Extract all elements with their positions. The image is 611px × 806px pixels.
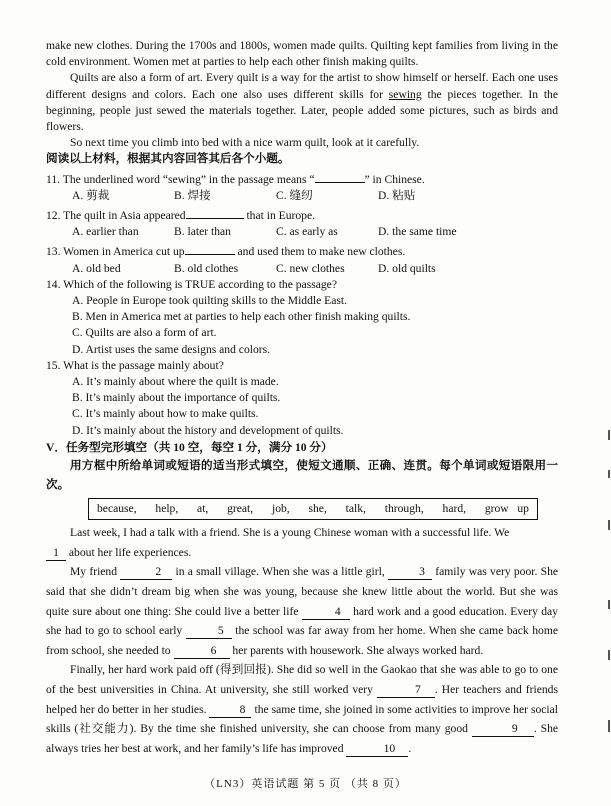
word-option: grow up <box>484 502 529 516</box>
cloze-blank[interactable]: 8 <box>209 703 251 718</box>
cloze-paragraph <box>46 660 558 758</box>
cloze-blank[interactable]: 5 <box>186 624 232 639</box>
stem-text: that in Europe. <box>246 209 316 223</box>
word-option: help, <box>155 502 179 516</box>
cloze-blank[interactable]: 2 <box>120 565 172 580</box>
option[interactable]: A. It’s mainly about where the quilt is made. <box>72 375 279 389</box>
passage-paragraph <box>46 70 558 135</box>
option[interactable]: B. later than <box>174 225 231 239</box>
answer-blank <box>185 240 235 255</box>
word-option: at, <box>197 502 209 516</box>
text: in a small village. When she was a little girl, <box>175 565 385 579</box>
cloze-passage <box>46 523 558 758</box>
cloze-line <box>46 543 558 563</box>
cloze-blank[interactable]: 6 <box>174 644 230 659</box>
option[interactable]: D. It’s mainly about the history and development of quilts. <box>72 423 344 437</box>
passage-paragraph: make new clothes. During the 1700s and 1800s, women made quilts. Quilting kept families from living in the cold environment. Women met at parties to help each other finish making quilts. <box>46 39 558 69</box>
exam-page <box>46 38 558 758</box>
underlined-word: sewing <box>388 87 422 101</box>
page-footer: （LN3）英语试题 第 5 页 （共 8 页） <box>204 778 407 790</box>
question-stem <box>46 204 558 224</box>
question-stem: 15. What is the passage mainly about? <box>46 358 224 372</box>
option[interactable]: C. It’s mainly about how to make quilts. <box>72 407 259 421</box>
options-row <box>46 261 558 277</box>
stem-text: ” in Chinese. <box>364 172 425 186</box>
option[interactable]: D. old quilts <box>378 261 436 275</box>
text: My friend <box>70 565 118 579</box>
cloze-blank[interactable]: 3 <box>388 565 432 580</box>
answer-blank <box>186 204 244 219</box>
text: about her life experiences. <box>68 545 192 559</box>
question-stem <box>46 240 558 260</box>
text: Quilts are also a form of art. Every quilt is a way for the artist to show himself or herself. Each one uses different designs and colors. Each one also uses different skills for <box>46 71 558 101</box>
text: hard work and a good education. Every day she had to go to school early <box>46 604 558 638</box>
option[interactable]: B. old clothes <box>174 261 239 275</box>
section-heading: V．任务型完形填空（共 10 空，每空 1 分，满分 10 分） <box>46 440 333 454</box>
text: her parents with housework. She always worked hard. <box>232 643 484 657</box>
option[interactable]: B. 焊接 <box>174 188 211 202</box>
answer-blank <box>315 168 365 183</box>
text: . <box>408 741 412 755</box>
word-option: talk, <box>345 502 366 516</box>
text: Finally, her hard work paid off (得到回报). She did so well in the Gaokao that she was able to go to one of the best universities in China. At university, she still worked very <box>46 663 558 697</box>
word-option: great, <box>227 502 254 516</box>
stem-text: 13. Women in America cut up <box>46 245 185 259</box>
scan-edge-marks <box>603 0 611 806</box>
cloze-blank[interactable]: 1 <box>46 546 66 561</box>
option[interactable]: A. People in Europe took quilting skills to the Middle East. <box>72 294 348 308</box>
text: the school was far away from her home. When she came back home from school, she needed to <box>46 624 558 657</box>
word-option: hard, <box>442 502 467 516</box>
passage-paragraph: So next time you climb into bed with a nice warm quilt, look at it carefully. <box>70 136 420 150</box>
text: . Her teachers and friends helped her do better in her studies. <box>46 683 558 716</box>
stem-text: 12. The quilt in Asia appeared <box>46 209 186 223</box>
option[interactable]: C. as early as <box>276 225 338 239</box>
text: the same time, she joined in some activities to improve her social skills (社交能力). By the time she finished university, she can choose from many good <box>46 702 558 736</box>
cloze-blank[interactable]: 4 <box>302 605 350 620</box>
cloze-blank[interactable]: 7 <box>377 683 435 698</box>
option[interactable]: D. 粘贴 <box>378 188 416 202</box>
stem-text: 11. The underlined word “sewing” in the passage means “ <box>46 172 315 186</box>
option[interactable]: A. old bed <box>72 261 121 275</box>
question-stem: 14. Which of the following is TRUE according to the passage? <box>46 277 337 291</box>
options-row <box>46 188 558 204</box>
option[interactable]: C. new clothes <box>276 261 345 275</box>
option[interactable]: C. Quilts are also a form of art. <box>72 326 217 340</box>
option[interactable]: D. the same time <box>378 225 457 239</box>
text: . She always tries her best at work, and her family’s life has improved <box>46 722 559 755</box>
text: the pieces together. In the beginning, people just sewed the materials together. Later, people added some pictures, such as birds and flowers. <box>46 87 558 134</box>
cloze-line: Last week, I had a talk with a friend. She is a young Chinese woman with a successful life. We <box>70 526 510 540</box>
section-instruction: 用方框中所给单词或短语的适当形式填空，使短文通顺、正确、连贯。每个单词或短语限用一次。 <box>46 459 558 492</box>
options-row <box>46 224 558 240</box>
option[interactable]: C. 缝纫 <box>276 188 313 202</box>
word-option: because, <box>97 502 137 516</box>
option[interactable]: A. 剪裁 <box>72 188 110 202</box>
cloze-blank[interactable]: 10 <box>346 742 408 757</box>
option[interactable]: A. earlier than <box>72 225 139 239</box>
option[interactable]: B. Men in America met at parties to help each other finish making quilts. <box>72 310 411 324</box>
option[interactable]: B. It’s mainly about the importance of quilts. <box>72 391 281 405</box>
question-stem <box>46 168 558 188</box>
word-option: she, <box>308 502 327 516</box>
word-option: job, <box>271 502 290 516</box>
reading-instruction: 阅读以上材料，根据其内容回答其后各个小题。 <box>46 152 290 166</box>
word-option: through, <box>384 502 424 516</box>
cloze-paragraph <box>46 562 558 660</box>
word-box <box>88 498 538 520</box>
text: family was very poor. She said that she didn’t dream big when she was young, because she knew little about the world. But she was quite sure about one thing: She could live a better life <box>46 565 559 618</box>
option[interactable]: D. Artist uses the same designs and colors. <box>72 342 271 356</box>
stem-text: and used them to make new clothes. <box>237 245 406 259</box>
cloze-blank[interactable]: 9 <box>472 722 534 737</box>
